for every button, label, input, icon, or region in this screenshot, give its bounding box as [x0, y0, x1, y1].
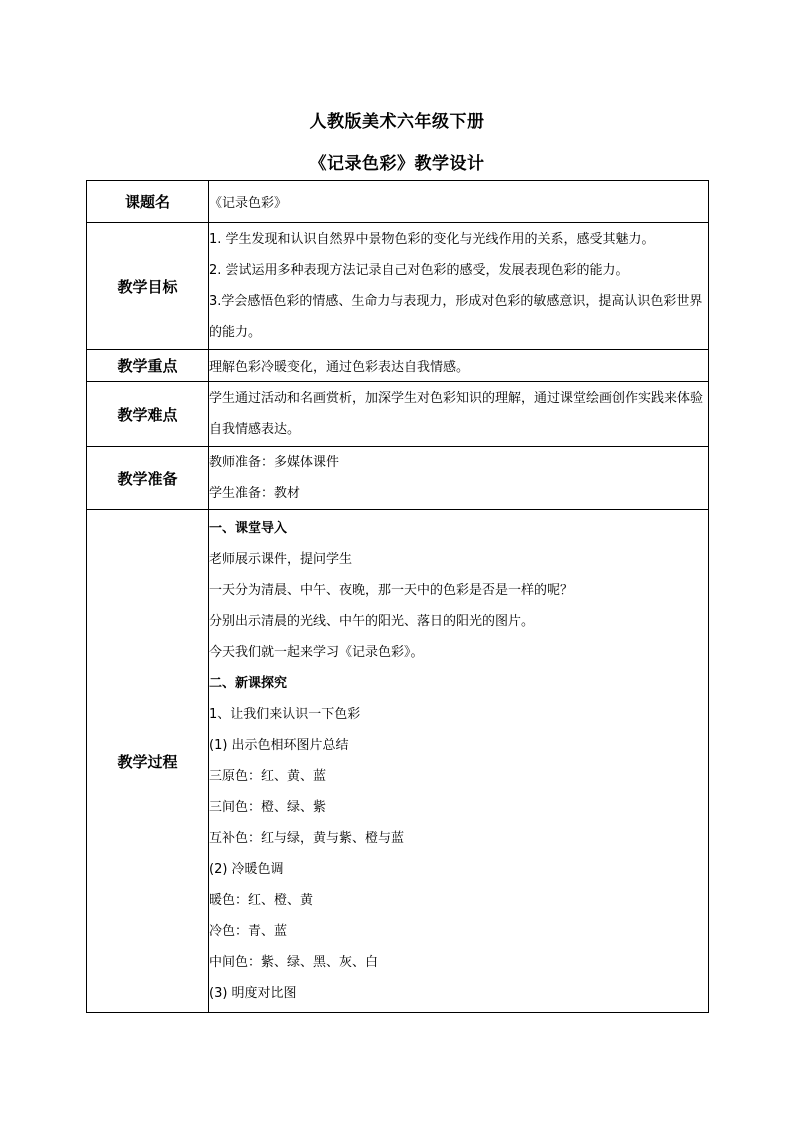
process-line: (3) 明度对比图 — [209, 986, 297, 1001]
student-preparation: 学生准备：教材 — [209, 486, 301, 501]
process-label: 教学过程 — [87, 510, 209, 1013]
table-row-topic — [87, 181, 709, 223]
process-content — [209, 510, 709, 1013]
section-heading: 一、课堂导入 — [209, 521, 288, 536]
key-points-value: 理解色彩冷暖变化，通过色彩表达自我情感。 — [209, 350, 709, 382]
process-line: 中间色：紫、绿、黑、灰、白 — [209, 955, 379, 970]
objectives-label: 教学目标 — [87, 223, 209, 350]
section-heading: 二、新课探究 — [209, 676, 288, 691]
preparation-label: 教学准备 — [87, 447, 209, 510]
process-line: 冷色：青、蓝 — [209, 924, 288, 939]
topic-label: 课题名 — [87, 181, 209, 223]
table-row-preparation — [87, 447, 709, 510]
process-line: 三原色：红、黄、蓝 — [209, 769, 327, 784]
table-row-difficulties — [87, 382, 709, 447]
process-line: 分别出示清晨的光线、中午的阳光、落日的阳光的图片。 — [209, 614, 535, 629]
topic-value: 《记录色彩》 — [209, 181, 709, 223]
objective-item: 3.学会感悟色彩的情感、生命力与表现力，形成对色彩的敏感意识，提高认识色彩世界的能力。 — [209, 294, 703, 340]
table-row-objectives — [87, 223, 709, 350]
process-line: 暖色：红、橙、黄 — [209, 893, 314, 908]
table-row-process — [87, 510, 709, 1013]
process-line: 今天我们就一起来学习《记录色彩》。 — [209, 645, 424, 660]
difficulties-label: 教学难点 — [87, 382, 209, 447]
process-line: 三间色：橙、绿、紫 — [209, 800, 327, 815]
objective-item: 2. 尝试运用多种表现方法记录自己对色彩的感受，发展表现色彩的能力。 — [209, 263, 629, 278]
lesson-plan-table — [86, 180, 709, 1013]
process-line: 1、让我们来认识一下色彩 — [209, 707, 361, 722]
process-line: (1) 出示色相环图片总结 — [209, 738, 349, 753]
process-line: (2) 冷暖色调 — [209, 862, 284, 877]
teacher-preparation: 教师准备：多媒体课件 — [209, 455, 340, 470]
document-subtitle: 《记录色彩》教学设计 — [309, 154, 485, 174]
process-line: 互补色：红与绿，黄与紫、橙与蓝 — [209, 831, 405, 846]
table-row-key-points — [87, 350, 709, 382]
objective-item: 1. 学生发现和认识自然界中景物色彩的变化与光线作用的关系，感受其魅力。 — [209, 232, 655, 247]
process-line: 一天分为清晨、中午、夜晚，那一天中的色彩是否是一样的呢？ — [209, 583, 574, 598]
process-line: 老师展示课件，提问学生 — [209, 552, 353, 567]
difficulties-value: 学生通过活动和名画赏析，加深学生对色彩知识的理解，通过课堂绘画创作实践来体验自我情感表达。 — [209, 391, 704, 437]
key-points-label: 教学重点 — [87, 350, 209, 382]
objectives-content — [209, 223, 709, 350]
document-title: 人教版美术六年级下册 — [309, 112, 485, 132]
